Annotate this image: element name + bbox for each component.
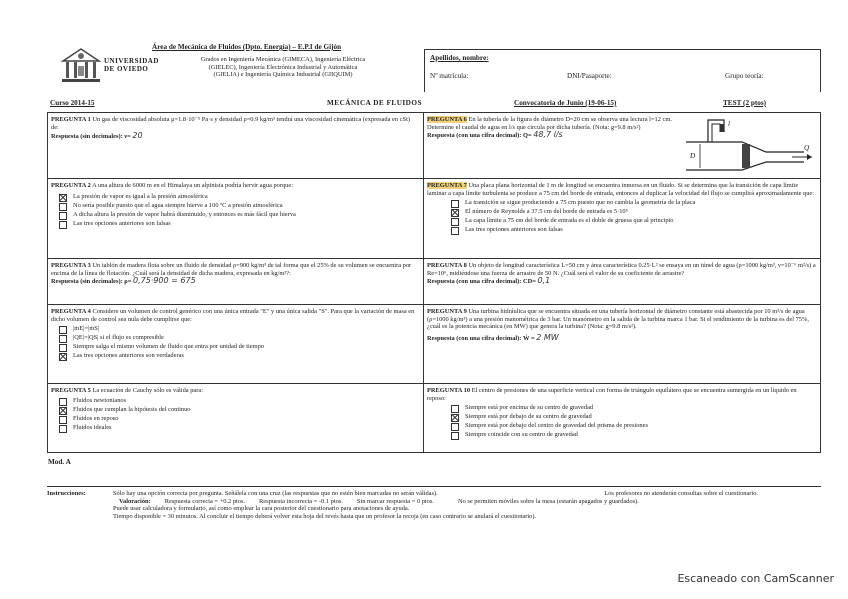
question-4 — [51, 308, 419, 361]
divider-q1-q2 — [47, 178, 423, 179]
option-text: Las tres opciones anteriores son falsas — [465, 226, 563, 234]
degrees-line-3: (GIELIA) e Ingeniería Química Industrial (GIIQUIM) — [213, 71, 353, 79]
divider-q9-q10 — [423, 383, 821, 384]
question-8-answer[interactable]: 0,1 — [537, 276, 551, 286]
question-10 — [427, 387, 817, 440]
pipe-figure — [680, 114, 818, 176]
question-9-text: Una turbina hidráulica que se encuentra situada en una tubería horizontal de diámetro constante está abastecida por 10 m³/s de agua (ρ=1000 kg/m³) a una presión manométrica de 3 bar. Un manómetro en la salida de la turbina marca 1 bar. Si el rendimiento de la turbina es del 75%, ¿cuál es la potencia mecánica (en MW) que genera la turbina? (Nota: g=9.8 m/s²). — [427, 308, 809, 331]
question-5-text: La ecuación de Cauchy sólo es válida para: — [92, 387, 203, 394]
option-text: Fluidos ideales — [73, 423, 112, 431]
figure-label-q: Q — [804, 144, 810, 152]
curso-label: Curso 2014-15 — [50, 99, 95, 107]
question-2 — [51, 182, 419, 229]
option-text: Las tres opciones anteriores son falsas — [73, 219, 171, 227]
checkbox-icon[interactable] — [59, 335, 67, 343]
phones-note: No se permiten móviles sobre la mesa (estarán apagados y guardados). — [457, 497, 639, 505]
option-text: Fluidos en reposo — [73, 414, 119, 422]
grid-divider-vertical — [423, 112, 424, 453]
degrees-line-2: (GIELEC), Ingeniería Electrónica Industrial y Automática — [208, 63, 358, 71]
option-text: Fluidos que cumplan la hipótesis del continuo — [73, 405, 191, 413]
question-9-label: PREGUNTA 9 — [427, 308, 467, 315]
question-2-label: PREGUNTA 2 — [51, 182, 91, 189]
question-7-option-b[interactable] — [451, 208, 817, 217]
question-8 — [427, 262, 817, 286]
option-text: Siempre está por debajo de su centro de gravedad — [465, 413, 592, 421]
option-text: La transición se sigue produciendo a 75 cm puesto que no cambia la geometría de la placa — [465, 199, 696, 207]
question-4-text: Considere un volumen de control genérico con una única entrada "E" y una única salida "S". Para que la variación de masa en dicho volumen de control sea nula debe cumplirse que: — [51, 308, 415, 323]
question-5-option-c[interactable] — [59, 415, 419, 424]
question-7-option-a[interactable] — [451, 199, 817, 208]
question-3-text: Un tablón de madera flota sobre un fluido de densidad ρ=900 kg/m³ de tal forma que el 25% de su volumen se encuentra por encima de la línea de flotación. ¿Cuál será la densidad de dicha madera, expresada en kg/m³?: — [51, 262, 412, 277]
degrees-text — [158, 56, 408, 79]
question-6-answer-label: Respuesta (con una cifra decimal): Q= — [427, 132, 532, 140]
question-9 — [427, 308, 817, 342]
checkbox-icon[interactable] — [59, 221, 67, 229]
divider-q8-q9 — [423, 304, 821, 305]
question-8-label: PREGUNTA 8 — [427, 262, 467, 269]
question-10-option-d[interactable] — [451, 431, 817, 440]
question-2-text: A una altura de 6000 m en el Himalaya un alpinista podría hervir agua porque: — [92, 182, 293, 189]
question-6-text: En la tubería de la figura de diámetro D=20 cm se observa una lectura l=12 cm. Determine el caudal de agua en l/s que circula por dicha tubería. (Nota: g=9.8 m/s²) — [427, 116, 672, 131]
question-1-text: Un gas de viscosidad absoluta μ=1.8·10⁻⁵ Pa·s y densidad ρ=0.9 kg/m³ tendrá una viscosidad cinemática (expresada en cSt) de: — [51, 116, 410, 131]
checkbox-icon[interactable] — [451, 423, 459, 431]
question-10-option-a[interactable] — [451, 404, 817, 413]
checkbox-icon[interactable] — [59, 344, 67, 352]
question-2-option-b[interactable] — [59, 202, 419, 211]
divider-q2-q3 — [47, 258, 423, 259]
option-text: Fluidos newtonianos — [73, 396, 127, 404]
university-logo — [58, 44, 104, 84]
university-name-line1: UNIVERSIDAD — [104, 57, 159, 65]
valoracion-incorrect: Respuesta incorrecta = -0.1 ptos. — [259, 497, 343, 505]
checkbox-checked-icon[interactable] — [451, 209, 459, 217]
question-3-answer[interactable]: 0,75·900 = 675 — [132, 276, 196, 286]
checkbox-icon[interactable] — [451, 432, 459, 440]
dni-field[interactable]: DNI/Pasaporte: — [567, 72, 612, 80]
question-5-option-b[interactable] — [59, 406, 419, 415]
question-1-label: PREGUNTA 1 — [51, 116, 91, 123]
checkbox-icon[interactable] — [451, 200, 459, 208]
question-7-option-d[interactable] — [451, 226, 817, 235]
question-1-answer-label: Respuesta (sin decimales): ν= — [51, 133, 131, 141]
question-5-option-d[interactable] — [59, 424, 419, 433]
checkbox-icon[interactable] — [59, 203, 67, 211]
checkbox-checked-icon[interactable] — [59, 353, 67, 361]
instructions-top-rule — [47, 486, 821, 487]
question-7 — [427, 182, 817, 235]
question-5-option-a[interactable] — [59, 397, 419, 406]
question-7-text: Una placa plana horizontal de 1 m de longitud se encuentra inmersa en un fluido. Si se determina que la transición de capa límite laminar a capa límite turbulenta se produce a 75 cm del borde de entrada, entonces al duplicar la velocidad del flujo se cumplirá aproximadamente que: — [427, 182, 815, 197]
divider-q7-q8 — [423, 258, 821, 259]
model-label: Mod. A — [48, 458, 71, 466]
option-text: No sería posible puesto que el agua siempre hierve a 100 ºC a presión atmosférica — [73, 201, 283, 209]
instructions-line-3: Puede usar calculadora y formulario, así como emplear la cara posterior del cuestionario para anotaciones de ayuda. — [113, 505, 410, 513]
checkbox-icon[interactable] — [59, 326, 67, 334]
option-text: Siempre salga el mismo volumen de fluido que entra por unidad de tiempo — [73, 343, 264, 351]
question-5-label: PREGUNTA 5 — [51, 387, 91, 394]
valoracion-label: Valoración: — [119, 497, 151, 505]
question-9-answer[interactable]: 2 MW — [536, 332, 559, 342]
question-2-option-c[interactable] — [59, 211, 419, 220]
instructions-line-1: Sólo hay una opción correcta por pregunta. Señálela con una cruz (las respuestas que no estén bien marcadas no serán válidas). — [113, 490, 438, 497]
question-10-text: El centro de presiones de una superficie vertical con forma de triángulo equilátero que se encuentra sumergida en un líquido en reposo: — [427, 387, 797, 402]
checkbox-icon[interactable] — [59, 212, 67, 220]
question-4-option-c[interactable] — [59, 343, 419, 352]
option-text: La presión de vapor es igual a la presión atmosférica — [73, 192, 208, 200]
instructions-label: Instrucciones: — [47, 490, 86, 497]
question-1-answer[interactable]: 20 — [132, 131, 143, 141]
question-9-answer-label: Respuesta (con una cifra decimal): Ẇ = — [427, 334, 535, 342]
figure-label-d: D — [690, 152, 696, 160]
question-10-option-b[interactable] — [451, 413, 817, 422]
degrees-line-1: Grados en Ingeniería Mecánica (GIMECA), Ingeniería Eléctrica — [200, 56, 366, 63]
question-4-option-a[interactable] — [59, 325, 419, 334]
venturi-pipe-diagram — [680, 114, 818, 176]
question-8-answer-label: Respuesta (con una cifra decimal): CD= — [427, 278, 536, 286]
option-text: Las tres opciones anteriores son verdaderas — [73, 352, 184, 360]
checkbox-checked-icon[interactable] — [59, 407, 67, 415]
valoracion-correct: Respuesta correcta = +0.2 ptos. — [164, 497, 246, 505]
divider-q3-q4 — [47, 304, 423, 305]
question-2-option-a[interactable] — [59, 193, 419, 202]
test-points: TEST (2 ptos) — [723, 99, 767, 107]
instructions-line-4: Tiempo disponible = 30 minutos. Al concluir el tiempo deberá volver esta hoja del revés hasta que un profesor la recoja (en caso contrario se anulará el cuestionario). — [113, 512, 537, 520]
option-text: A dicha altura la presión de vapor habrá disminuido, y entonces es más fácil que hierva — [73, 210, 296, 218]
university-name-line2: DE OVIEDO — [104, 65, 149, 74]
matricula-field[interactable]: Nº matrícula: — [430, 72, 469, 80]
question-4-option-b[interactable] — [59, 334, 419, 343]
question-10-option-c[interactable] — [451, 422, 817, 431]
subject-title: MECÁNICA DE FLUIDOS — [327, 99, 422, 107]
question-3-label: PREGUNTA 3 — [51, 262, 91, 269]
instructions-body — [113, 490, 818, 520]
checkbox-icon[interactable] — [451, 405, 459, 413]
question-5 — [51, 387, 419, 433]
option-text: El número de Reynolds a 37.5 cm del borde de entrada es 5·10⁵ — [465, 208, 628, 216]
question-3 — [51, 262, 419, 286]
university-seal-icon — [58, 44, 104, 84]
question-7-label: PREGUNTA 7 — [427, 182, 467, 189]
divider-q4-q5 — [47, 383, 423, 384]
question-3-answer-label: Respuesta (sin decimales): ρ= — [51, 278, 132, 286]
checkbox-checked-icon[interactable] — [451, 414, 459, 422]
question-6-label: PREGUNTA 6 — [427, 116, 467, 123]
area-title: Área de Mecánica de Fluidos (Dpto. Energía) – E.P.I de Gijón — [152, 43, 342, 51]
apellidos-field[interactable]: Apellidos, nombre: — [430, 54, 489, 62]
question-1 — [51, 116, 419, 141]
checkbox-icon[interactable] — [59, 416, 67, 424]
question-6 — [427, 116, 697, 140]
grupo-field[interactable]: Grupo teoría: — [725, 72, 764, 80]
instructions-line-1b: Los profesores no atenderán consultas sobre el cuestionario. — [604, 490, 758, 497]
divider-q6-q7 — [423, 178, 821, 179]
figure-label-l: l — [728, 120, 730, 128]
question-6-answer[interactable]: 48,7 l/s — [533, 130, 563, 140]
question-7-option-c[interactable] — [451, 217, 817, 226]
option-text: Siempre coincide con su centro de gravedad — [465, 431, 578, 439]
option-text: |ṁE|=|ṁS| — [73, 325, 100, 333]
checkbox-icon[interactable] — [451, 227, 459, 235]
convocatoria-label: Convocatoria de Junio (19-06-15) — [514, 99, 617, 107]
option-text: La capa límite a 75 cm del borde de entrada es el doble de gruesa que al principio — [465, 217, 674, 225]
option-text: Siempre está por debajo del centro de gravedad del prisma de presiones — [465, 422, 648, 430]
checkbox-checked-icon[interactable] — [59, 194, 67, 202]
checkbox-icon[interactable] — [59, 398, 67, 406]
checkbox-icon[interactable] — [59, 425, 67, 433]
question-8-text: Un objeto de longitud característica L=50 cm y área característica 0.25·L² se ensaya en un túnel de agua (ρ=1000 kg/m³, ν=10⁻⁶ m²/s) a Re=10⁶, midiéndose una fuerza de arrastre de 50 N. ¿Cuál será el valor de su coeficiente de arrastre? — [427, 262, 816, 277]
question-4-option-d[interactable] — [59, 352, 419, 361]
option-text: |QE|=|QS| si el flujo es compresible — [73, 334, 164, 342]
question-10-label: PREGUNTA 10 — [427, 387, 471, 394]
scanner-watermark: Escaneado con CamScanner — [677, 572, 834, 585]
question-4-label: PREGUNTA 4 — [51, 308, 91, 315]
checkbox-icon[interactable] — [451, 218, 459, 226]
option-text: Siempre está por encima de su centro de gravedad — [465, 404, 594, 412]
question-2-option-d[interactable] — [59, 220, 419, 229]
valoracion-blank: Sin marcar respuesta = 0 ptos. — [356, 497, 434, 505]
